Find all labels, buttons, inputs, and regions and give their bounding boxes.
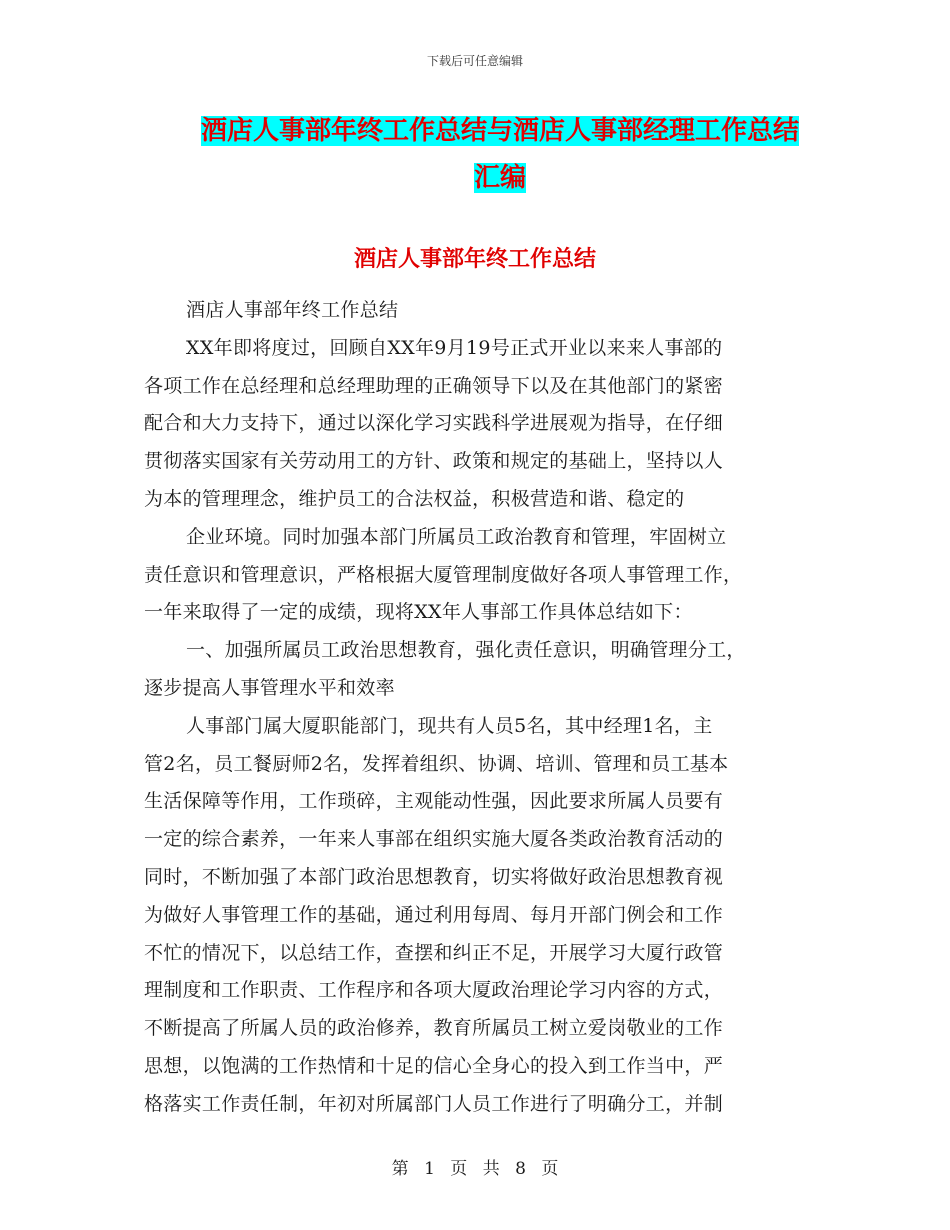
text-line: 一、加强所属员工政治思想教育，强化责任意识，明确管理分工，	[186, 639, 746, 662]
section-title: 酒店人事部年终工作总结	[353, 247, 596, 272]
text-line: 人事部门属大厦职能部门，现共有人员5名，其中经理1名，主	[186, 714, 713, 737]
text-line: 不断提高了所属人员的政治修养，教育所属员工树立爱岗敬业的工作	[144, 1017, 724, 1040]
text-line: 为本的管理理念，维护员工的合法权益，积极营造和谐、稳定的	[144, 487, 685, 510]
header-note: 下载后可任意编辑	[426, 54, 523, 68]
text-line: 不忙的情况下，以总结工作，查摆和纠正不足，开展学习大厦行政管	[144, 941, 724, 964]
text-line: 贯彻落实国家有关劳动用工的方针、政策和规定的基础上，坚持以人	[144, 450, 724, 473]
page-footer	[0, 1154, 950, 1179]
footer-word: 页	[450, 1159, 468, 1179]
text-line: 为做好人事管理工作的基础，通过利用每周、每月开部门例会和工作	[144, 903, 724, 926]
body-text	[144, 292, 816, 1124]
text-line: 同时，不断加强了本部门政治思想教育，切实将做好政治思想教育视	[144, 865, 724, 888]
footer-word: 共	[482, 1159, 500, 1179]
text-line: 各项工作在总经理和总经理助理的正确领导下以及在其他部门的紧密	[144, 374, 724, 397]
text-line: 一定的综合素养，一年来人事部在组织实施大厦各类政治教育活动的	[144, 828, 724, 851]
text-line: 思想，以饱满的工作热情和十足的信心全身心的投入到工作当中，严	[144, 1054, 724, 1077]
text-line: 理制度和工作职责、工作程序和各项大厦政治理论学习内容的方式，	[144, 979, 724, 1002]
text-line: 格落实工作责任制，年初对所属部门人员工作进行了明确分工，并制	[144, 1092, 724, 1115]
text-line: 责任意识和管理意识，严格根据大厦管理制度做好各项人事管理工作，	[144, 563, 743, 586]
text-line: 企业环境。同时加强本部门所属员工政治教育和管理，牢固树立	[186, 525, 727, 548]
current-page-number: 1	[424, 1159, 435, 1179]
text-line: 生活保障等作用，工作琐碎，主观能动性强，因此要求所属人员要有	[144, 790, 724, 813]
document-title	[190, 108, 810, 202]
text-line: 管2名，员工餐厨师2名，发挥着组织、协调、培训、管理和员工基本	[144, 752, 729, 775]
text-line: 一年来取得了一定的成绩，现将XX年人事部工作具体总结如下：	[144, 601, 693, 624]
total-page-number: 8	[515, 1159, 526, 1179]
footer-word: 页	[541, 1159, 559, 1179]
text-line: XX年即将度过，回顾自XX年9月19号正式开业以来来人事部的	[186, 336, 723, 359]
text-line: 配合和大力支持下，通过以深化学习实践科学进展观为指导，在仔细	[144, 412, 724, 435]
text-line: 酒店人事部年终工作总结	[186, 299, 399, 321]
footer-word: 第	[391, 1159, 409, 1179]
document-title-line-2: 汇编	[473, 163, 526, 193]
document-title-line-1: 酒店人事部年终工作总结与酒店人事部经理工作总结	[200, 116, 799, 146]
text-line: 逐步提高人事管理水平和效率	[144, 676, 395, 699]
